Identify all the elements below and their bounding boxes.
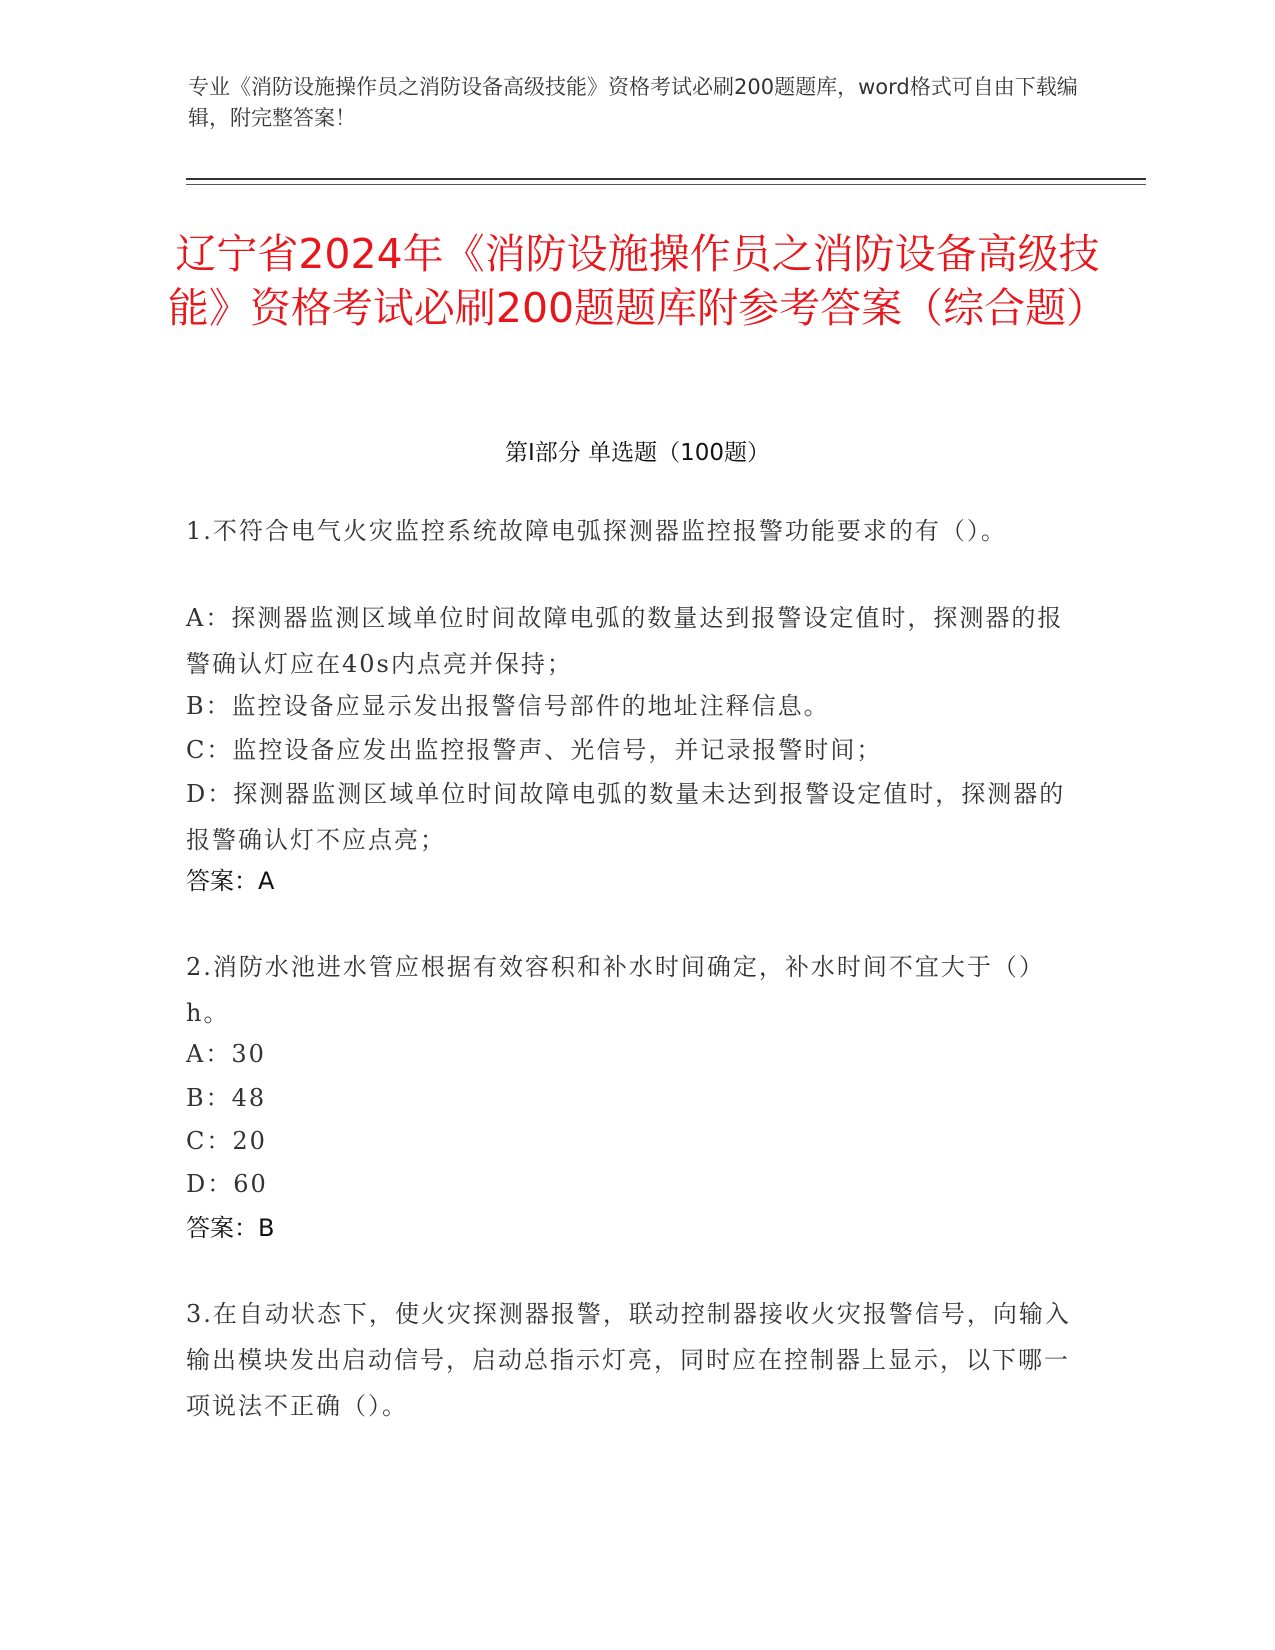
question-1-option-c: C：监控设备应发出监控报警声、光信号，并记录报警时间； <box>186 736 883 764</box>
header-note: 专业《消防设施操作员之消防设备高级技能》资格考试必刷200题题库，word格式可自由下载编辑，附完整答案！ <box>188 75 1078 130</box>
header-divider <box>186 178 1146 180</box>
question-2-text: 2.消防水池进水管应根据有效容积和补水时间确定，补水时间不宜大于（）h。 <box>186 953 1045 1027</box>
question-1-option-a: A：探测器监测区域单位时间故障电弧的数量达到报警设定值时，探测器的报警确认灯应在40s内点亮并保持； <box>186 604 1064 678</box>
question-1-text: 1.不符合电气火灾监控系统故障电弧探测器监控报警功能要求的有（）。 <box>186 517 1007 545</box>
question-1-answer: 答案：A <box>186 867 275 895</box>
question-2-answer: 答案：B <box>186 1214 275 1242</box>
question-2-option-b: B：48 <box>186 1084 267 1112</box>
question-2-option-c: C：20 <box>186 1127 267 1155</box>
header-divider-thin <box>186 184 1146 185</box>
section-heading: 第Ⅰ部分 单选题（100题） <box>505 440 770 466</box>
question-1-option-b: B：监控设备应显示发出报警信号部件的地址注释信息。 <box>186 692 830 720</box>
question-2-option-a: A：30 <box>186 1040 266 1068</box>
question-1-option-d: D：探测器监测区域单位时间故障电弧的数量未达到报警设定值时，探测器的报警确认灯不应点亮； <box>186 780 1066 854</box>
question-2-option-d: D：60 <box>186 1170 268 1198</box>
question-3-text: 3.在自动状态下，使火灾探测器报警，联动控制器接收火灾报警信号，向输入输出模块发出启动信号，启动总指示灯亮，同时应在控制器上显示，以下哪一项说法不正确（）。 <box>186 1300 1071 1420</box>
document-title: 辽宁省2024年《消防设施操作员之消防设备高级技能》资格考试必刷200题题库附参考答案（综合题） <box>167 230 1108 332</box>
